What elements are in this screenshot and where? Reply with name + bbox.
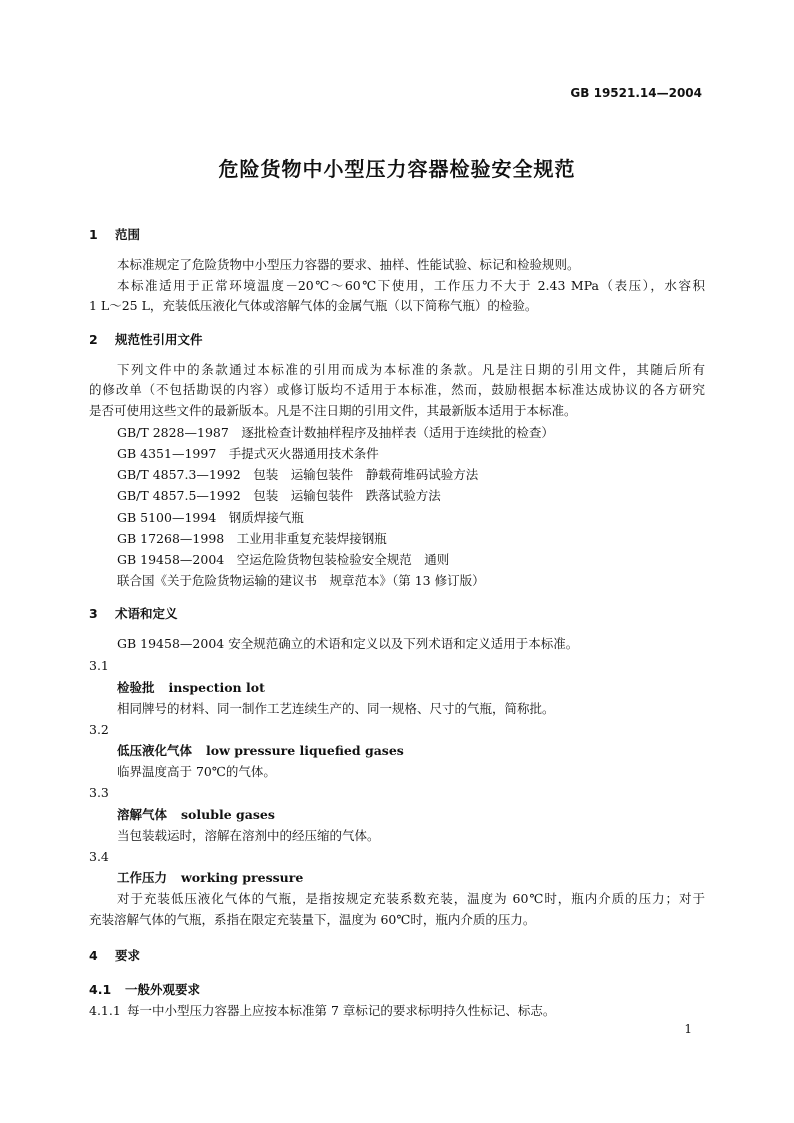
- reference-item: GB/T 2828—1987 逐批检查计数抽样程序及抽样表（适用于连续批的检查）: [117, 425, 554, 440]
- term-number: 3.3: [89, 785, 109, 800]
- reference-item: GB/T 4857.5—1992 包装 运输包装件 跌落试验方法: [117, 488, 441, 503]
- reference-item: GB/T 4857.3—1992 包装 运输包装件 静载荷堆码试验方法: [117, 467, 479, 482]
- section-title: 规范性引用文件: [115, 332, 203, 347]
- section-heading-requirements: [89, 946, 140, 964]
- term-en: soluble gases: [181, 807, 275, 822]
- scope-paragraph-1: 本标准规定了危险货物中小型压力容器的要求、抽样、性能试验、标记和检验规则。: [117, 257, 580, 272]
- term-en: low pressure liquefied gases: [206, 743, 404, 758]
- term-number: 3.4: [89, 849, 109, 864]
- section-heading-terms: [89, 604, 178, 622]
- reference-item: GB 19458—2004 空运危险货物包装检验安全规范 通则: [117, 552, 450, 567]
- term-en: working pressure: [181, 870, 304, 885]
- reference-item: GB 4351—1997 手提式灭火器通用技术条件: [117, 446, 379, 461]
- section-number: 1: [89, 227, 98, 242]
- term-definition-line-2: 充装溶解气体的气瓶，系指在限定充装量下，温度为 60℃时，瓶内介质的压力。: [89, 912, 536, 927]
- reference-item: 联合国《关于危险货物运输的建议书 规章范本》（第 13 修订版）: [117, 573, 485, 588]
- section-number: 4.1: [89, 982, 112, 997]
- section-heading-normative-references: [89, 330, 203, 348]
- term-zh: 检验批: [117, 680, 155, 695]
- scope-paragraph-2-line-1: 本标准适用于正常环境温度－20℃～60℃下使用，工作压力不大于 2.43 MPa（表压），水容积: [117, 278, 705, 293]
- standard-number: GB 19521.14—2004: [570, 86, 702, 100]
- clause-text: 每一中小型压力容器上应按本标准第 7 章标记的要求标明持久性标记、标志。: [127, 1003, 556, 1018]
- page-number: 1: [684, 1022, 692, 1036]
- term-number: 3.1: [89, 658, 109, 673]
- term-definition-line-1: 对于充装低压液化气体的气瓶，是指按规定充装系数充装，温度为 60℃时，瓶内介质的压力；对于: [117, 891, 705, 906]
- term-definition: 当包装载运时，溶解在溶剂中的经压缩的气体。: [117, 828, 380, 843]
- normative-intro-line-1: 下列文件中的条款通过本标准的引用而成为本标准的条款。凡是注日期的引用文件，其随后所有: [117, 362, 705, 377]
- term-heading: [117, 741, 404, 761]
- term-definition: 相同牌号的材料、同一制作工艺连续生产的、同一规格、尺寸的气瓶，简称批。: [117, 701, 555, 716]
- subsection-heading-general-appearance: [89, 980, 200, 998]
- section-number: 4: [89, 948, 98, 963]
- section-title: 要求: [115, 948, 141, 963]
- normative-intro-line-3: 是否可使用这些文件的最新版本。凡是不注日期的引用文件，其最新版本适用于本标准。: [89, 403, 577, 418]
- section-title: 术语和定义: [115, 606, 178, 621]
- term-zh: 低压液化气体: [117, 743, 193, 758]
- term-heading: [117, 805, 275, 825]
- term-zh: 工作压力: [117, 870, 168, 885]
- normative-intro-line-2: 的修改单（不包括勘误的内容）或修订版均不适用于本标准，然而，鼓励根据本标准达成协议的各方研究: [89, 382, 705, 397]
- section-heading-scope: [89, 225, 140, 243]
- term-definition: 临界温度高于 70℃的气体。: [117, 764, 276, 779]
- section-title: 范围: [115, 227, 141, 242]
- clause-number: 4.1.1: [89, 1003, 121, 1018]
- section-number: 2: [89, 332, 98, 347]
- section-number: 3: [89, 606, 98, 621]
- scope-paragraph-2-line-2: 1 L～25 L，充装低压液化气体或溶解气体的金属气瓶（以下简称气瓶）的检验。: [89, 298, 538, 313]
- reference-item: GB 17268—1998 工业用非重复充装焊接钢瓶: [117, 531, 387, 546]
- clause-4-1-1: [89, 1001, 555, 1021]
- document-title: 危险货物中小型压力容器检验安全规范: [218, 157, 576, 181]
- section-title: 一般外观要求: [125, 982, 201, 997]
- term-zh: 溶解气体: [117, 807, 168, 822]
- reference-item: GB 5100—1994 钢质焊接气瓶: [117, 510, 304, 525]
- terms-intro: GB 19458—2004 安全规范确立的术语和定义以及下列术语和定义适用于本标准。: [117, 636, 579, 651]
- term-number: 3.2: [89, 722, 109, 737]
- term-heading: [117, 678, 265, 698]
- term-en: inspection lot: [168, 680, 265, 695]
- term-heading: [117, 868, 303, 888]
